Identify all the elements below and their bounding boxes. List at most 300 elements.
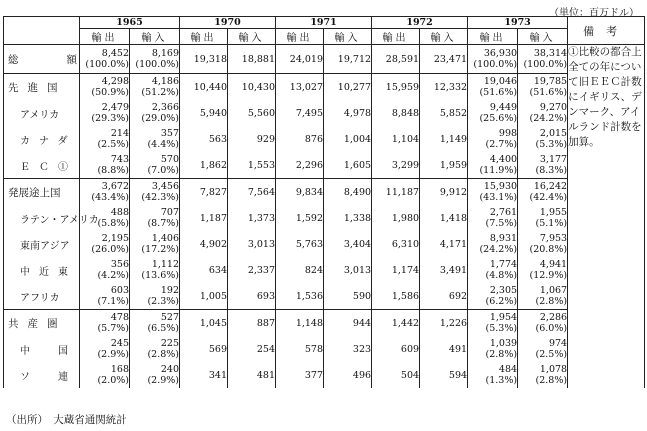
export-value	[276, 45, 324, 74]
value: 496	[352, 369, 372, 381]
export-value	[180, 257, 228, 283]
import-value	[228, 310, 276, 337]
value: 1,039	[489, 338, 518, 349]
import-value	[130, 126, 180, 152]
row-label: カナダ	[4, 126, 80, 152]
value: 2,195	[101, 233, 129, 244]
import-value	[130, 336, 180, 362]
import-header: 輸入	[324, 29, 372, 45]
export-value	[468, 74, 518, 101]
value: 590	[352, 290, 372, 302]
value: 1,067	[539, 285, 568, 296]
import-value	[324, 231, 372, 257]
value: 16,242	[533, 181, 568, 192]
value: 377	[304, 369, 324, 381]
share-percent: (8.3%)	[535, 165, 568, 176]
value: 1,078	[539, 364, 568, 375]
export-value	[80, 74, 130, 101]
share-percent: (51.6%)	[479, 87, 518, 98]
export-value	[372, 205, 420, 231]
import-value	[518, 126, 568, 152]
value: 1,045	[199, 317, 228, 329]
value: 504	[400, 369, 420, 381]
import-value	[324, 336, 372, 362]
export-value	[180, 126, 228, 152]
export-value	[372, 152, 420, 179]
import-value	[228, 283, 276, 310]
value: 491	[448, 343, 468, 355]
share-percent: (4.2%)	[97, 270, 129, 281]
value: 10,440	[193, 81, 228, 93]
value: 1,774	[489, 259, 518, 270]
table-row	[4, 179, 645, 206]
value: 1,112	[151, 259, 180, 270]
value: 19,712	[337, 53, 372, 65]
share-percent: (51.6%)	[529, 87, 568, 98]
import-value	[518, 362, 568, 388]
import-value	[518, 74, 568, 101]
share-percent: (42.3%)	[141, 192, 180, 203]
import-value	[420, 100, 468, 126]
export-value	[372, 45, 420, 74]
value: 240	[160, 364, 180, 375]
value: 7,827	[199, 186, 228, 198]
value: 8,848	[391, 107, 420, 119]
value: 3,672	[101, 181, 129, 192]
value: 481	[256, 369, 276, 381]
export-value	[468, 336, 518, 362]
share-percent: (2.8%)	[147, 349, 180, 360]
export-value	[372, 336, 420, 362]
export-value	[468, 100, 518, 126]
value: 3,404	[343, 238, 372, 250]
export-value	[180, 152, 228, 179]
corner-cell	[4, 17, 80, 45]
share-percent: (42.4%)	[529, 192, 568, 203]
value: 4,298	[101, 76, 129, 87]
share-percent: (100.0%)	[135, 59, 180, 70]
value: 707	[160, 207, 180, 218]
value: 1,373	[247, 212, 276, 224]
import-value	[228, 205, 276, 231]
export-value	[468, 310, 518, 337]
export-value	[468, 126, 518, 152]
value: 1,004	[343, 133, 372, 145]
import-value	[228, 126, 276, 152]
import-value	[130, 283, 180, 310]
value: 1,406	[151, 233, 180, 244]
value: 2,337	[247, 264, 276, 276]
export-value	[180, 179, 228, 206]
value: 2,305	[489, 285, 518, 296]
value: 1,592	[295, 212, 324, 224]
value: 1,442	[391, 317, 420, 329]
import-value	[228, 74, 276, 101]
value: 8,931	[489, 233, 518, 244]
value: 245	[110, 338, 129, 349]
value: 603	[110, 285, 129, 296]
value: 5,763	[295, 238, 324, 250]
value: 1,553	[247, 159, 276, 171]
export-value	[372, 310, 420, 337]
value: 1,955	[539, 207, 568, 218]
import-value	[324, 257, 372, 283]
share-percent: (51.2%)	[141, 87, 180, 98]
export-value	[276, 205, 324, 231]
value: 634	[208, 264, 228, 276]
export-value	[180, 283, 228, 310]
export-value	[468, 283, 518, 310]
row-label: 中 国	[4, 336, 80, 362]
value: 1,586	[391, 290, 420, 302]
import-value	[518, 336, 568, 362]
share-percent: (5.1%)	[535, 218, 568, 229]
import-value	[518, 310, 568, 337]
value: 18,881	[241, 53, 276, 65]
value: 38,314	[533, 48, 568, 59]
share-percent: (8.8%)	[97, 165, 129, 176]
share-percent: (12.9%)	[529, 270, 568, 281]
share-percent: (4.8%)	[485, 270, 518, 281]
import-value	[420, 283, 468, 310]
export-value	[180, 336, 228, 362]
value: 578	[304, 343, 324, 355]
year-header: 1971	[276, 17, 372, 29]
value: 488	[110, 207, 129, 218]
value: 1,862	[199, 159, 228, 171]
value: 1,104	[391, 133, 420, 145]
import-value	[420, 336, 468, 362]
export-value	[276, 100, 324, 126]
import-value	[130, 100, 180, 126]
value: 15,930	[483, 181, 518, 192]
import-value	[420, 179, 468, 206]
import-value	[420, 231, 468, 257]
export-value	[80, 336, 130, 362]
table-row	[4, 362, 645, 388]
value: 2,761	[489, 207, 518, 218]
export-value	[372, 362, 420, 388]
value: 7,953	[539, 233, 568, 244]
value: 1,174	[391, 264, 420, 276]
value: 5,852	[439, 107, 468, 119]
table-row	[4, 231, 645, 257]
share-percent: (100.0%)	[523, 59, 568, 70]
value: 944	[352, 317, 372, 329]
share-percent: (24.2%)	[479, 244, 518, 255]
year-header: 1970	[180, 17, 276, 29]
import-value	[518, 283, 568, 310]
import-value	[420, 152, 468, 179]
value: 6,310	[391, 238, 420, 250]
year-header: 1973	[468, 17, 568, 29]
value: 214	[110, 128, 129, 139]
export-value	[180, 45, 228, 74]
value: 527	[160, 312, 180, 323]
share-percent: (7.0%)	[147, 165, 180, 176]
value: 28,591	[385, 53, 420, 65]
export-value	[80, 45, 130, 74]
import-value	[228, 362, 276, 388]
value: 11,187	[385, 186, 420, 198]
value: 13,027	[289, 81, 324, 93]
value: 692	[448, 290, 468, 302]
import-value	[518, 152, 568, 179]
import-value	[228, 100, 276, 126]
import-value	[420, 205, 468, 231]
import-value	[420, 74, 468, 101]
value: 570	[160, 154, 180, 165]
value: 9,270	[539, 102, 568, 113]
table-row	[4, 152, 645, 179]
value: 563	[208, 133, 228, 145]
export-value	[372, 231, 420, 257]
share-percent: (5.8%)	[97, 218, 129, 229]
table-row	[4, 126, 645, 152]
share-percent: (2.9%)	[147, 375, 180, 386]
export-value	[80, 283, 130, 310]
value: 357	[160, 128, 180, 139]
import-value	[324, 310, 372, 337]
share-percent: (20.8%)	[529, 244, 568, 255]
import-value	[130, 45, 180, 74]
export-value	[180, 362, 228, 388]
row-label: ＥＣ①	[4, 152, 80, 179]
value: 1,338	[343, 212, 372, 224]
export-value	[372, 126, 420, 152]
export-value	[468, 45, 518, 74]
import-value	[324, 126, 372, 152]
value: 743	[110, 154, 129, 165]
export-value	[468, 179, 518, 206]
table-row	[4, 283, 645, 310]
share-percent: (100.0%)	[85, 59, 129, 70]
export-value	[80, 152, 130, 179]
row-label: アフリカ	[4, 283, 80, 310]
row-label: 総 額	[4, 45, 80, 74]
value: 693	[256, 290, 276, 302]
value: 15,959	[385, 81, 420, 93]
value: 887	[256, 317, 276, 329]
value: 19,318	[193, 53, 228, 65]
value: 8,452	[101, 48, 129, 59]
value: 9,912	[439, 186, 468, 198]
import-value	[324, 205, 372, 231]
value: 3,456	[151, 181, 180, 192]
value: 10,277	[337, 81, 372, 93]
value: 19,046	[483, 76, 518, 87]
value: 1,187	[199, 212, 228, 224]
export-value	[80, 310, 130, 337]
export-value	[180, 100, 228, 126]
share-percent: (1.3%)	[485, 375, 518, 386]
row-label: 発展途上国	[4, 179, 80, 206]
value: 1,605	[343, 159, 372, 171]
share-percent: (2.9%)	[97, 349, 129, 360]
value: 2,286	[539, 312, 568, 323]
export-value	[80, 231, 130, 257]
share-percent: (7.1%)	[97, 296, 129, 307]
import-value	[130, 362, 180, 388]
value: 609	[400, 343, 420, 355]
export-header: 輸出	[468, 29, 518, 45]
share-percent: (5.7%)	[97, 323, 129, 334]
import-header: 輸入	[228, 29, 276, 45]
export-value	[276, 283, 324, 310]
value: 36,930	[483, 48, 518, 59]
table-row	[4, 310, 645, 337]
import-value	[228, 45, 276, 74]
export-value	[468, 362, 518, 388]
import-value	[518, 231, 568, 257]
import-value	[420, 45, 468, 74]
share-percent: (6.0%)	[535, 323, 568, 334]
import-value	[518, 257, 568, 283]
row-label: ソ 連	[4, 362, 80, 388]
import-value	[518, 205, 568, 231]
value: 23,471	[433, 53, 468, 65]
value: 7,564	[247, 186, 276, 198]
table-row	[4, 205, 645, 231]
share-percent: (100.0%)	[473, 59, 518, 70]
share-percent: (26.0%)	[91, 244, 129, 255]
value: 10,430	[241, 81, 276, 93]
table-row	[4, 100, 645, 126]
value: 2,015	[539, 128, 568, 139]
export-header: 輸出	[80, 29, 130, 45]
import-value	[130, 152, 180, 179]
value: 876	[304, 133, 324, 145]
import-value	[420, 310, 468, 337]
import-value	[518, 100, 568, 126]
year-header: 1972	[372, 17, 468, 29]
import-value	[130, 74, 180, 101]
export-value	[180, 231, 228, 257]
share-percent: (11.9%)	[479, 165, 518, 176]
value: 929	[256, 133, 276, 145]
value: 356	[110, 259, 129, 270]
share-percent: (2.5%)	[535, 349, 568, 360]
value: 24,019	[289, 53, 324, 65]
value: 9,449	[489, 102, 518, 113]
share-percent: (6.2%)	[485, 296, 518, 307]
row-label: 中近東	[4, 257, 80, 283]
share-percent: (7.5%)	[485, 218, 518, 229]
import-value	[130, 231, 180, 257]
share-percent: (13.6%)	[141, 270, 180, 281]
import-value	[324, 74, 372, 101]
row-label: ラテン・アメリカ	[4, 205, 80, 231]
export-value	[276, 310, 324, 337]
value: 1,418	[439, 212, 468, 224]
export-value	[372, 100, 420, 126]
row-label: 東南アジア	[4, 231, 80, 257]
export-value	[372, 179, 420, 206]
share-percent: (24.2%)	[529, 113, 568, 124]
export-header: 輸出	[372, 29, 420, 45]
share-percent: (4.4%)	[147, 139, 180, 150]
export-value	[276, 362, 324, 388]
import-value	[130, 257, 180, 283]
export-value	[276, 152, 324, 179]
import-value	[420, 362, 468, 388]
value: 4,941	[539, 259, 568, 270]
value: 2,366	[151, 102, 180, 113]
value: 1,536	[295, 290, 324, 302]
export-value	[80, 362, 130, 388]
value: 1,959	[439, 159, 468, 171]
share-percent: (50.9%)	[91, 87, 129, 98]
value: 3,299	[391, 159, 420, 171]
value: 5,940	[199, 107, 228, 119]
export-value	[276, 74, 324, 101]
export-value	[468, 257, 518, 283]
value: 341	[208, 369, 228, 381]
export-value	[372, 74, 420, 101]
value: 1,005	[199, 290, 228, 302]
share-percent: (2.7%)	[485, 139, 518, 150]
row-label: 共産圏	[4, 310, 80, 337]
export-value	[180, 205, 228, 231]
export-value	[276, 231, 324, 257]
export-value	[80, 126, 130, 152]
value: 1,149	[439, 133, 468, 145]
import-value	[130, 179, 180, 206]
value: 7,495	[295, 107, 324, 119]
share-percent: (17.2%)	[141, 244, 180, 255]
import-value	[228, 336, 276, 362]
share-percent: (8.7%)	[147, 218, 180, 229]
import-header: 輸入	[420, 29, 468, 45]
remarks-header: 備考	[568, 17, 645, 45]
value: 5,560	[247, 107, 276, 119]
export-value	[468, 205, 518, 231]
value: 1,980	[391, 212, 420, 224]
export-value	[276, 257, 324, 283]
value: 168	[110, 364, 129, 375]
import-value	[324, 152, 372, 179]
import-value	[130, 310, 180, 337]
share-percent: (5.3%)	[535, 139, 568, 150]
table-row	[4, 74, 645, 101]
import-value	[324, 362, 372, 388]
value: 4,902	[199, 238, 228, 250]
import-value	[130, 205, 180, 231]
value: 4,186	[151, 76, 180, 87]
value: 4,978	[343, 107, 372, 119]
value: 478	[110, 312, 129, 323]
table-row	[4, 45, 645, 74]
year-header: 1965	[80, 17, 180, 29]
import-value	[228, 257, 276, 283]
value: 484	[498, 364, 518, 375]
export-value	[180, 74, 228, 101]
export-value	[468, 231, 518, 257]
remarks-text: ①比較の都合上全ての年について旧ＥＥＣ計数にイギリス、デンマーク、アイルランド計数を加算。	[568, 45, 645, 389]
share-percent: (2.8%)	[535, 296, 568, 307]
value: 2,479	[101, 102, 129, 113]
row-label: アメリカ	[4, 100, 80, 126]
value: 12,332	[433, 81, 468, 93]
export-value	[372, 257, 420, 283]
export-header: 輸出	[276, 29, 324, 45]
value: 254	[256, 343, 276, 355]
value: 225	[160, 338, 180, 349]
export-header: 輸出	[180, 29, 228, 45]
share-percent: (43.4%)	[91, 192, 129, 203]
value: 2,296	[295, 159, 324, 171]
value: 19,785	[533, 76, 568, 87]
